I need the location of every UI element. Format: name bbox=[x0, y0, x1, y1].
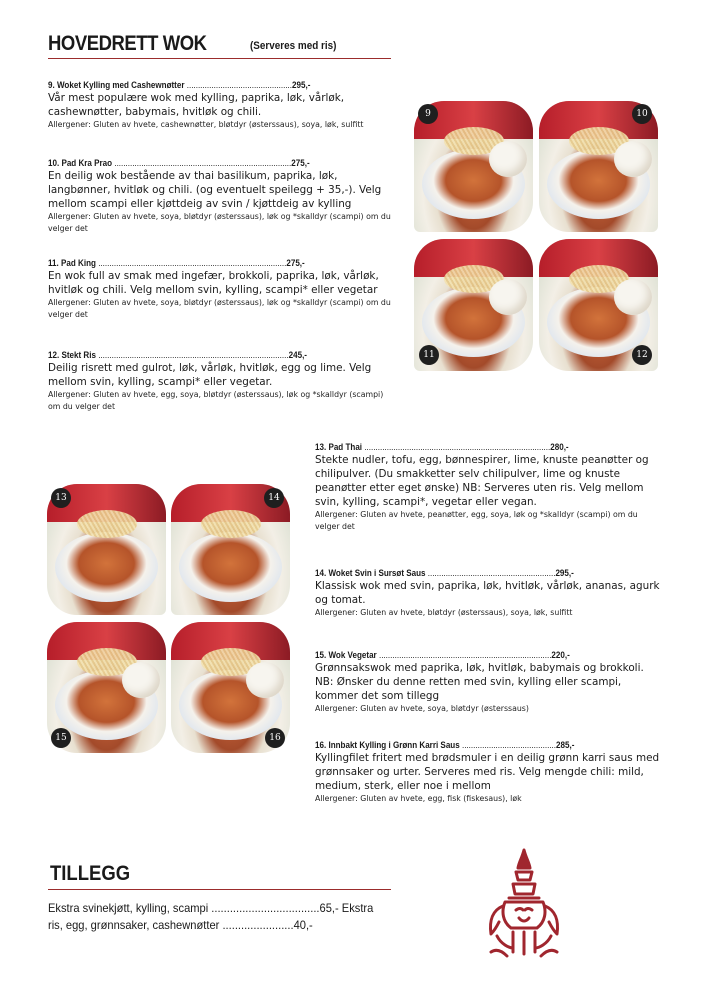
item-title: 16. Innbakt Kylling i Grønn Karri Saus ..........................................285,- bbox=[315, 739, 575, 750]
item-title: 13. Pad Thai ...................................................................................280,- bbox=[315, 441, 569, 452]
title-rule bbox=[48, 58, 391, 59]
item-desc: Vår mest populære wok med kylling, paprika, løk, vårløk, cashewnøtter, babymais, hvitløk og chili. bbox=[48, 92, 345, 118]
item-desc: En deilig wok bestående av thai basilikum, paprika, løk, langbønner, hvitløk og chili. (og eventuelt speilegg + 35,-). Velg mellom scampi eller kjøttdeig av svin / kjøttdeig av kylling bbox=[48, 170, 382, 210]
item-allergy: Allergener: Gluten av hvete, soya, bløtdyr (østerssaus) bbox=[315, 704, 529, 713]
photo-badge-15: 15 bbox=[51, 728, 71, 748]
item-desc: Kyllingfilet fritert med brødsmuler i en deilig grønn karri saus med grønnsaker og urter. Serveres med ris. Velg mengde chili: mild, medium, sterk, eller noe i mellom bbox=[315, 752, 660, 792]
item-allergy: Allergener: Gluten av hvete, soya, bløtdyr (østerssaus), løk og *skalldyr (scampi) om du velger det bbox=[48, 298, 391, 319]
photo-badge-14: 14 bbox=[264, 488, 284, 508]
thai-crown-icon bbox=[483, 848, 565, 958]
item-title: 10. Pad Kra Prao ...............................................................................275,- bbox=[48, 157, 310, 168]
item-allergy: Allergener: Gluten av hvete, cashewnøtter, bløtdyr (østerssaus), soya, løk, sulfitt bbox=[48, 120, 364, 129]
photo-badge-16: 16 bbox=[265, 728, 285, 748]
item-allergy: Allergener: Gluten av hvete, peanøtter, egg, soya, løk og *skalldyr (scampi) om du velger det bbox=[315, 510, 638, 531]
photo-badge-13: 13 bbox=[51, 488, 71, 508]
photo-badge-12: 12 bbox=[632, 345, 652, 365]
menu-item-9 bbox=[48, 78, 393, 131]
item-allergy: Allergener: Gluten av hvete, egg, fisk (fiskesaus), løk bbox=[315, 794, 522, 803]
item-allergy: Allergener: Gluten av hvete, bløtdyr (østerssaus), soya, løk, sulfitt bbox=[315, 608, 573, 617]
photo-badge-9: 9 bbox=[418, 104, 438, 124]
tillegg-rule bbox=[48, 889, 391, 890]
menu-item-13 bbox=[315, 440, 660, 533]
photo-badge-11: 11 bbox=[419, 345, 439, 365]
menu-item-11 bbox=[48, 256, 393, 321]
item-title: 14. Woket Svin i Sursøt Saus .........................................................295,- bbox=[315, 567, 574, 578]
item-title: 11. Pad King ....................................................................................275,- bbox=[48, 257, 305, 268]
menu-item-14 bbox=[315, 566, 660, 619]
item-title: 9. Woket Kylling med Cashewnøtter ...............................................295,- bbox=[48, 79, 311, 90]
menu-item-12 bbox=[48, 348, 393, 413]
item-desc: En wok full av smak med ingefær, brokkoli, paprika, løk, vårløk, hvitløk og chili. Velg mellom svin, kylling, scampi* eller vegetar bbox=[48, 270, 379, 296]
page-subtitle: (Serveres med ris) bbox=[250, 40, 337, 52]
tillegg-text: Ekstra svinekjøtt, kylling, scampi ...................................65,- Ekstra ris, egg, grønnsaker, cashewnøtter .......................40,- bbox=[48, 902, 374, 932]
menu-item-16 bbox=[315, 738, 660, 805]
item-desc: Deilig risrett med gulrot, løk, vårløk, hvitløk, egg og lime. Velg mellom svin, kylling, scampi* eller vegetar. bbox=[48, 362, 372, 388]
item-title: 12. Stekt Ris .....................................................................................245,- bbox=[48, 349, 307, 360]
item-desc: Klassisk wok med svin, paprika, løk, hvitløk, vårløk, ananas, agurk og tomat. bbox=[315, 580, 660, 606]
tillegg-title: TILLEGG bbox=[50, 862, 131, 885]
item-title: 15. Wok Vegetar .............................................................................220,- bbox=[315, 649, 570, 660]
item-allergy: Allergener: Gluten av hvete, egg, soya, bløtdyr (østerssaus), løk og *skalldyr (scampi) om du velger det bbox=[48, 390, 384, 411]
item-desc: Grønnsakswok med paprika, løk, hvitløk, babymais og brokkoli. NB: Ønsker du denne retten med svin, kylling eller scampi, kommer det som tillegg bbox=[315, 662, 644, 702]
item-allergy: Allergener: Gluten av hvete, soya, bløtdyr (østerssaus), løk og *skalldyr (scampi) om du velger det bbox=[48, 212, 391, 233]
menu-item-15 bbox=[315, 648, 660, 715]
item-desc: Stekte nudler, tofu, egg, bønnespirer, lime, knuste peanøtter og chilipulver. (Du smakketter selv chilipulver, lime og knuste peanøtter etter eget ønske) NB: Serveres uten ris. Velg mellom svin, kylling, scampi*, vegetar eller vegan. bbox=[315, 454, 649, 508]
page-title: HOVEDRETT WOK bbox=[48, 32, 207, 55]
photo-badge-10: 10 bbox=[632, 104, 652, 124]
menu-item-10 bbox=[48, 156, 393, 235]
